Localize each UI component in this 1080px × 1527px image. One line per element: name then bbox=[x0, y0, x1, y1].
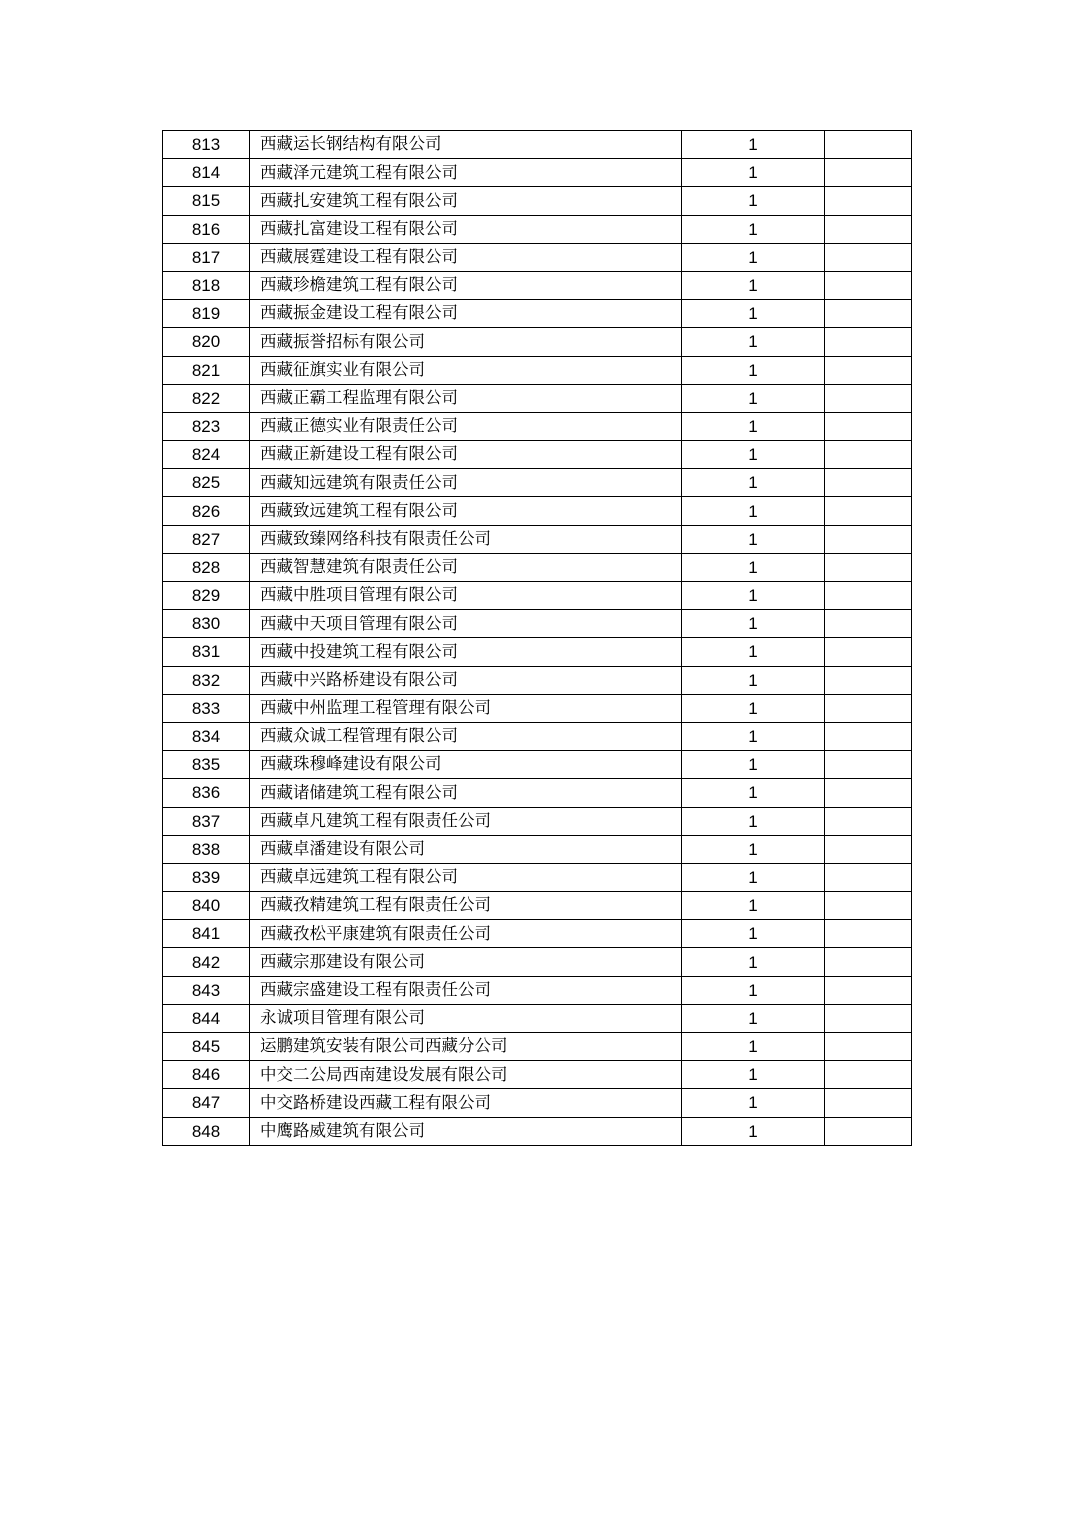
remarks-cell bbox=[825, 356, 912, 384]
table-row bbox=[163, 469, 912, 497]
remarks-cell bbox=[825, 920, 912, 948]
quantity-cell: 1 bbox=[682, 976, 825, 1004]
quantity-cell: 1 bbox=[682, 638, 825, 666]
table-row bbox=[163, 863, 912, 891]
row-number-cell: 827 bbox=[163, 525, 250, 553]
company-name-cell: 西藏正新建设工程有限公司 bbox=[250, 441, 682, 469]
row-number-cell: 844 bbox=[163, 1004, 250, 1032]
table-row bbox=[163, 441, 912, 469]
table-row bbox=[163, 892, 912, 920]
remarks-cell bbox=[825, 187, 912, 215]
company-name-cell: 西藏致臻网络科技有限责任公司 bbox=[250, 525, 682, 553]
quantity-cell: 1 bbox=[682, 525, 825, 553]
row-number-cell: 838 bbox=[163, 835, 250, 863]
remarks-cell bbox=[825, 553, 912, 581]
company-name-cell: 西藏运长钢结构有限公司 bbox=[250, 131, 682, 159]
row-number-cell: 828 bbox=[163, 553, 250, 581]
quantity-cell: 1 bbox=[682, 610, 825, 638]
table-row bbox=[163, 1061, 912, 1089]
quantity-cell: 1 bbox=[682, 328, 825, 356]
row-number-cell: 847 bbox=[163, 1089, 250, 1117]
quantity-cell: 1 bbox=[682, 1061, 825, 1089]
company-name-cell: 西藏卓凡建筑工程有限责任公司 bbox=[250, 807, 682, 835]
table-row bbox=[163, 553, 912, 581]
row-number-cell: 840 bbox=[163, 892, 250, 920]
quantity-cell: 1 bbox=[682, 948, 825, 976]
remarks-cell bbox=[825, 582, 912, 610]
quantity-cell: 1 bbox=[682, 920, 825, 948]
remarks-cell bbox=[825, 948, 912, 976]
quantity-cell: 1 bbox=[682, 159, 825, 187]
table-row bbox=[163, 582, 912, 610]
company-name-cell: 西藏珠穆峰建设有限公司 bbox=[250, 751, 682, 779]
row-number-cell: 818 bbox=[163, 271, 250, 299]
remarks-cell bbox=[825, 779, 912, 807]
remarks-cell bbox=[825, 807, 912, 835]
company-name-cell: 西藏泽元建筑工程有限公司 bbox=[250, 159, 682, 187]
company-name-cell: 运鹏建筑安装有限公司西藏分公司 bbox=[250, 1033, 682, 1061]
quantity-cell: 1 bbox=[682, 441, 825, 469]
remarks-cell bbox=[825, 1004, 912, 1032]
remarks-cell bbox=[825, 835, 912, 863]
row-number-cell: 822 bbox=[163, 384, 250, 412]
row-number-cell: 839 bbox=[163, 863, 250, 891]
quantity-cell: 1 bbox=[682, 835, 825, 863]
remarks-cell bbox=[825, 131, 912, 159]
row-number-cell: 816 bbox=[163, 215, 250, 243]
table-row bbox=[163, 271, 912, 299]
table-row bbox=[163, 328, 912, 356]
quantity-cell: 1 bbox=[682, 892, 825, 920]
table-row bbox=[163, 610, 912, 638]
row-number-cell: 821 bbox=[163, 356, 250, 384]
row-number-cell: 843 bbox=[163, 976, 250, 1004]
row-number-cell: 815 bbox=[163, 187, 250, 215]
table-row bbox=[163, 694, 912, 722]
remarks-cell bbox=[825, 384, 912, 412]
table-row bbox=[163, 666, 912, 694]
remarks-cell bbox=[825, 694, 912, 722]
quantity-cell: 1 bbox=[682, 412, 825, 440]
remarks-cell bbox=[825, 722, 912, 750]
remarks-cell bbox=[825, 441, 912, 469]
remarks-cell bbox=[825, 1089, 912, 1117]
table-row bbox=[163, 920, 912, 948]
row-number-cell: 817 bbox=[163, 243, 250, 271]
company-name-cell: 西藏扎富建设工程有限公司 bbox=[250, 215, 682, 243]
quantity-cell: 1 bbox=[682, 582, 825, 610]
remarks-cell bbox=[825, 1117, 912, 1145]
row-number-cell: 848 bbox=[163, 1117, 250, 1145]
row-number-cell: 826 bbox=[163, 497, 250, 525]
row-number-cell: 834 bbox=[163, 722, 250, 750]
company-name-cell: 西藏知远建筑有限责任公司 bbox=[250, 469, 682, 497]
company-name-cell: 西藏正霸工程监理有限公司 bbox=[250, 384, 682, 412]
quantity-cell: 1 bbox=[682, 469, 825, 497]
table-row bbox=[163, 131, 912, 159]
remarks-cell bbox=[825, 271, 912, 299]
remarks-cell bbox=[825, 638, 912, 666]
remarks-cell bbox=[825, 215, 912, 243]
table-row bbox=[163, 779, 912, 807]
row-number-cell: 846 bbox=[163, 1061, 250, 1089]
row-number-cell: 837 bbox=[163, 807, 250, 835]
row-number-cell: 813 bbox=[163, 131, 250, 159]
row-number-cell: 841 bbox=[163, 920, 250, 948]
company-name-cell: 西藏宗那建设有限公司 bbox=[250, 948, 682, 976]
company-name-cell: 西藏卓远建筑工程有限公司 bbox=[250, 863, 682, 891]
quantity-cell: 1 bbox=[682, 187, 825, 215]
row-number-cell: 833 bbox=[163, 694, 250, 722]
remarks-cell bbox=[825, 610, 912, 638]
remarks-cell bbox=[825, 328, 912, 356]
row-number-cell: 825 bbox=[163, 469, 250, 497]
table-row bbox=[163, 976, 912, 1004]
quantity-cell: 1 bbox=[682, 384, 825, 412]
company-name-cell: 永诚项目管理有限公司 bbox=[250, 1004, 682, 1032]
quantity-cell: 1 bbox=[682, 694, 825, 722]
table-body bbox=[163, 131, 912, 1146]
quantity-cell: 1 bbox=[682, 751, 825, 779]
quantity-cell: 1 bbox=[682, 243, 825, 271]
company-name-cell: 中交二公局西南建设发展有限公司 bbox=[250, 1061, 682, 1089]
company-name-cell: 西藏中兴路桥建设有限公司 bbox=[250, 666, 682, 694]
row-number-cell: 835 bbox=[163, 751, 250, 779]
row-number-cell: 832 bbox=[163, 666, 250, 694]
quantity-cell: 1 bbox=[682, 722, 825, 750]
table-row bbox=[163, 807, 912, 835]
remarks-cell bbox=[825, 666, 912, 694]
quantity-cell: 1 bbox=[682, 1004, 825, 1032]
row-number-cell: 819 bbox=[163, 300, 250, 328]
remarks-cell bbox=[825, 1033, 912, 1061]
table-row bbox=[163, 948, 912, 976]
table-row bbox=[163, 384, 912, 412]
company-name-cell: 西藏珍檐建筑工程有限公司 bbox=[250, 271, 682, 299]
company-name-cell: 西藏孜精建筑工程有限责任公司 bbox=[250, 892, 682, 920]
quantity-cell: 1 bbox=[682, 863, 825, 891]
row-number-cell: 814 bbox=[163, 159, 250, 187]
row-number-cell: 836 bbox=[163, 779, 250, 807]
row-number-cell: 842 bbox=[163, 948, 250, 976]
remarks-cell bbox=[825, 863, 912, 891]
company-name-cell: 西藏致远建筑工程有限公司 bbox=[250, 497, 682, 525]
quantity-cell: 1 bbox=[682, 1117, 825, 1145]
remarks-cell bbox=[825, 412, 912, 440]
table-row bbox=[163, 525, 912, 553]
company-name-cell: 西藏中州监理工程管理有限公司 bbox=[250, 694, 682, 722]
row-number-cell: 824 bbox=[163, 441, 250, 469]
remarks-cell bbox=[825, 976, 912, 1004]
row-number-cell: 831 bbox=[163, 638, 250, 666]
table-row bbox=[163, 243, 912, 271]
company-name-cell: 中交路桥建设西藏工程有限公司 bbox=[250, 1089, 682, 1117]
quantity-cell: 1 bbox=[682, 553, 825, 581]
remarks-cell bbox=[825, 159, 912, 187]
table-row bbox=[163, 1033, 912, 1061]
remarks-cell bbox=[825, 469, 912, 497]
quantity-cell: 1 bbox=[682, 131, 825, 159]
company-name-cell: 西藏征旗实业有限公司 bbox=[250, 356, 682, 384]
company-name-cell: 西藏正德实业有限责任公司 bbox=[250, 412, 682, 440]
quantity-cell: 1 bbox=[682, 666, 825, 694]
row-number-cell: 820 bbox=[163, 328, 250, 356]
quantity-cell: 1 bbox=[682, 271, 825, 299]
row-number-cell: 830 bbox=[163, 610, 250, 638]
company-name-cell: 西藏展霆建设工程有限公司 bbox=[250, 243, 682, 271]
table-row bbox=[163, 159, 912, 187]
company-list-table bbox=[162, 130, 912, 1146]
table-row bbox=[163, 835, 912, 863]
company-name-cell: 中鹰路威建筑有限公司 bbox=[250, 1117, 682, 1145]
quantity-cell: 1 bbox=[682, 300, 825, 328]
row-number-cell: 823 bbox=[163, 412, 250, 440]
quantity-cell: 1 bbox=[682, 807, 825, 835]
company-name-cell: 西藏中投建筑工程有限公司 bbox=[250, 638, 682, 666]
table-row bbox=[163, 187, 912, 215]
remarks-cell bbox=[825, 525, 912, 553]
quantity-cell: 1 bbox=[682, 497, 825, 525]
quantity-cell: 1 bbox=[682, 215, 825, 243]
company-name-cell: 西藏振誉招标有限公司 bbox=[250, 328, 682, 356]
table-row bbox=[163, 1004, 912, 1032]
row-number-cell: 829 bbox=[163, 582, 250, 610]
company-name-cell: 西藏中胜项目管理有限公司 bbox=[250, 582, 682, 610]
remarks-cell bbox=[825, 1061, 912, 1089]
row-number-cell: 845 bbox=[163, 1033, 250, 1061]
remarks-cell bbox=[825, 300, 912, 328]
table-row bbox=[163, 1089, 912, 1117]
table-row bbox=[163, 751, 912, 779]
company-name-cell: 西藏智慧建筑有限责任公司 bbox=[250, 553, 682, 581]
company-name-cell: 西藏宗盛建设工程有限责任公司 bbox=[250, 976, 682, 1004]
quantity-cell: 1 bbox=[682, 356, 825, 384]
quantity-cell: 1 bbox=[682, 779, 825, 807]
table-row bbox=[163, 215, 912, 243]
remarks-cell bbox=[825, 497, 912, 525]
company-name-cell: 西藏扎安建筑工程有限公司 bbox=[250, 187, 682, 215]
table-row bbox=[163, 300, 912, 328]
company-name-cell: 西藏卓潘建设有限公司 bbox=[250, 835, 682, 863]
remarks-cell bbox=[825, 751, 912, 779]
company-name-cell: 西藏众诚工程管理有限公司 bbox=[250, 722, 682, 750]
table-row bbox=[163, 1117, 912, 1145]
quantity-cell: 1 bbox=[682, 1033, 825, 1061]
quantity-cell: 1 bbox=[682, 1089, 825, 1117]
company-name-cell: 西藏中天项目管理有限公司 bbox=[250, 610, 682, 638]
table-row bbox=[163, 412, 912, 440]
company-name-cell: 西藏孜松平康建筑有限责任公司 bbox=[250, 920, 682, 948]
table-row bbox=[163, 497, 912, 525]
table-row bbox=[163, 638, 912, 666]
company-name-cell: 西藏振金建设工程有限公司 bbox=[250, 300, 682, 328]
company-name-cell: 西藏诸储建筑工程有限公司 bbox=[250, 779, 682, 807]
table-row bbox=[163, 722, 912, 750]
table-row bbox=[163, 356, 912, 384]
remarks-cell bbox=[825, 892, 912, 920]
remarks-cell bbox=[825, 243, 912, 271]
